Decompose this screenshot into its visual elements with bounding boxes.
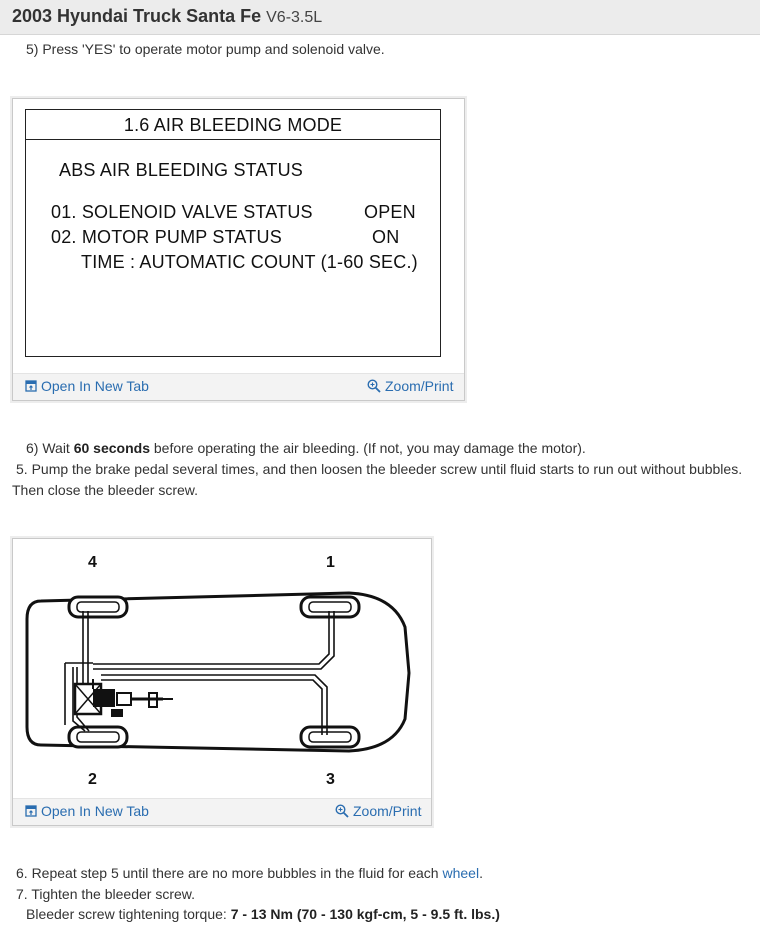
step-5-pump-line-1: 5. Pump the brake pedal several times, and then loosen the bleeder screw until fluid starts to run out without bubbles. <box>16 461 743 477</box>
torque-label: Bleeder screw tightening torque: <box>26 906 231 922</box>
magnifier-icon <box>335 804 349 818</box>
figure-air-bleeding-mode <box>12 98 465 401</box>
open-in-new-tab-label: Open In New Tab <box>41 803 149 819</box>
vehicle-title: 2003 Hyundai Truck Santa Fe <box>12 6 262 26</box>
magnifier-icon <box>367 379 381 393</box>
wheel-front-right <box>301 597 359 617</box>
wheel-rear-left <box>69 727 127 747</box>
step-6-wait <box>26 439 586 457</box>
page-title <box>12 6 322 27</box>
torque-value: 7 - 13 Nm (70 - 130 kgf-cm, 5 - 9.5 ft. lbs.) <box>230 906 500 922</box>
figure-bleeding-sequence <box>12 538 432 826</box>
step-5-press-yes: 5) Press 'YES' to operate motor pump and solenoid valve. <box>26 41 385 57</box>
motor-pump-status-value: ON <box>372 227 400 247</box>
step-6-wait-duration: 60 seconds <box>73 440 150 456</box>
step-7-tighten: 7. Tighten the bleeder screw. <box>16 886 195 902</box>
open-in-new-tab-label: Open In New Tab <box>41 378 149 394</box>
step-6-text-a: 6) Wait <box>26 440 74 456</box>
step-6-repeat-period: . <box>479 865 483 881</box>
open-tab-icon <box>25 380 37 392</box>
solenoid-status-label: 01. SOLENOID VALVE STATUS <box>51 202 313 222</box>
engine-subtitle: V6-3.5L <box>266 9 323 26</box>
vehicle-brake-diagram <box>13 539 431 797</box>
status-heading: ABS AIR BLEEDING STATUS <box>59 160 303 180</box>
wheel-rear-right <box>301 727 359 747</box>
motor-pump-status-label: 02. MOTOR PUMP STATUS <box>51 227 282 247</box>
zoom-print-label: Zoom/Print <box>353 803 422 819</box>
figure-toolbar <box>13 373 464 400</box>
torque-spec <box>26 905 500 923</box>
master-cylinder-assembly <box>75 679 173 717</box>
wheel-label-front-right: 1 <box>326 554 335 571</box>
step-6-repeat <box>16 864 483 882</box>
open-in-new-tab-button[interactable] <box>25 803 149 819</box>
screen-title: 1.6 AIR BLEEDING MODE <box>26 110 440 140</box>
scan-tool-screen <box>25 109 441 357</box>
zoom-print-label: Zoom/Print <box>385 378 454 394</box>
zoom-print-button[interactable] <box>367 378 453 394</box>
wheel-label-rear-right: 3 <box>326 771 335 788</box>
step-6-text-b: before operating the air bleeding. (If not, you may damage the motor). <box>149 440 586 456</box>
wheel-front-left <box>69 597 127 617</box>
wheel-label-rear-left: 2 <box>88 771 97 788</box>
open-tab-icon <box>25 805 37 817</box>
solenoid-status-value: OPEN <box>364 202 416 222</box>
step-6-repeat-text: 6. Repeat step 5 until there are no more bubbles in the fluid for each <box>16 865 443 881</box>
step-5-pump-line-2: Then close the bleeder screw. <box>12 482 198 498</box>
open-in-new-tab-button[interactable] <box>25 378 149 394</box>
wheel-label-front-left: 4 <box>88 554 97 571</box>
wheel-link[interactable]: wheel <box>442 865 480 881</box>
time-count-line: TIME : AUTOMATIC COUNT (1-60 SEC.) <box>81 252 418 272</box>
zoom-print-button[interactable] <box>335 803 421 819</box>
brake-lines <box>65 611 334 735</box>
page-header <box>0 0 760 35</box>
figure-toolbar <box>13 798 431 825</box>
